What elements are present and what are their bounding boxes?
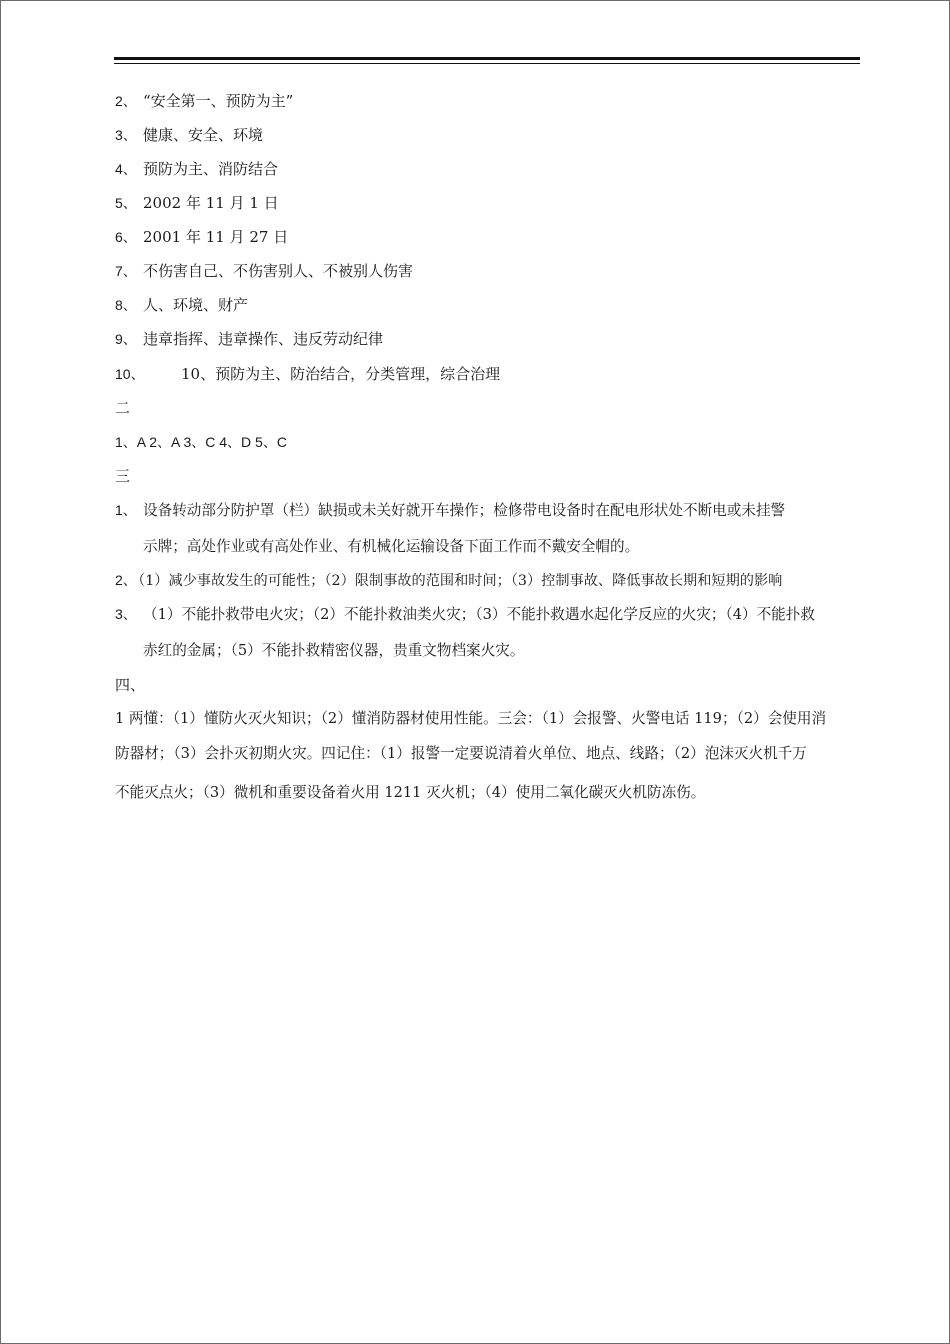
list-item: 9、 违章指挥、违章操作、违反劳动纪律 (115, 330, 384, 348)
list-item: 8、 人、环境、财产 (115, 296, 249, 314)
list-item: 2、 “安全第一、预防为主” (115, 92, 294, 110)
list-item: 5、 2002 年 11 月 1 日 (115, 194, 279, 212)
list-item: 6、 2001 年 11 月 27 日 (115, 228, 289, 246)
header-rule-thick (114, 57, 860, 60)
paragraph-line: 防器材；（3）会扑灭初期火灾。四记住：（1）报警一定要说清着火单位、地点、线路；（2）泡沫灭火机千万 (115, 745, 807, 762)
section-heading: 三 (115, 467, 131, 485)
answer-line: 1、A 2、A 3、C 4、D 5、C (115, 434, 287, 450)
list-item: 10、 10、预防为主、防治结合，分类管理，综合治理 (115, 365, 501, 383)
paragraph-line: 不能灭点火；（3）微机和重要设备着火用 1211 灭火机；（4）使用二氧化碳灭火机防冻伤。 (115, 784, 706, 801)
list-item-continuation: 赤红的金属；（5）不能扑救精密仪器，贵重文物档案火灾。 (143, 642, 525, 659)
list-item-continuation: 示牌；高处作业或有高处作业、有机械化运输设备下面工作而不戴安全帽的。 (143, 538, 640, 555)
section-heading: 二 (115, 399, 131, 417)
header-rule-thin (114, 63, 860, 64)
section-heading: 四、 (115, 676, 146, 694)
list-item: 1、 设备转动部分防护罩（栏）缺损或未关好就开车操作；检修带电设备时在配电形状处不断电或未挂警 (115, 502, 786, 519)
list-item: 2、（1）减少事故发生的可能性；（2）限制事故的范围和时间；（3）控制事故、降低事故长期和短期的影响 (115, 572, 783, 589)
paragraph-line: 1 两懂：（1）懂防火灭火知识；（2）懂消防器材使用性能。三会：（1）会报警、火警电话 119；（2）会使用消 (115, 710, 827, 727)
list-item: 4、 预防为主、消防结合 (115, 160, 279, 178)
list-item: 3、 健康、安全、环境 (115, 126, 264, 144)
list-item: 3、 （1）不能扑救带电火灾；（2）不能扑救油类火灾；（3）不能扑救遇水起化学反应的火灾；（4）不能扑救 (115, 606, 815, 623)
list-item: 7、 不伤害自己、不伤害别人、不被别人伤害 (115, 262, 414, 280)
